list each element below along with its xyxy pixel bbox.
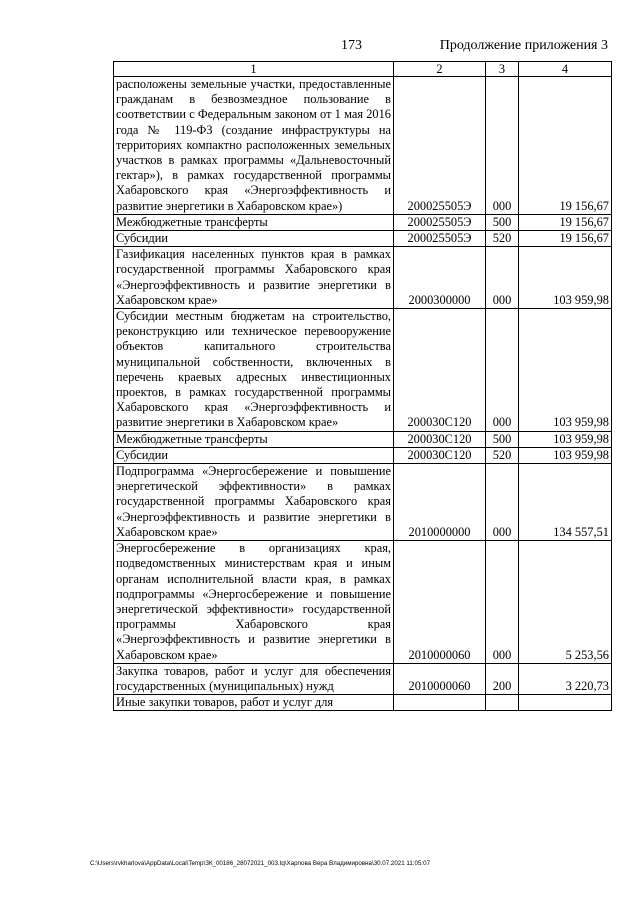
table-row [114, 77, 612, 215]
row-kvr: 000 [486, 541, 519, 664]
row-amount: 19 156,67 [519, 231, 612, 247]
continuation-label: Продолжение приложения 3 [439, 38, 608, 53]
row-amount: 103 959,98 [519, 431, 612, 447]
table-row [114, 247, 612, 309]
table-row [114, 663, 612, 694]
column-header-3: 3 [486, 62, 519, 77]
row-name: Энергосбережение в организациях края, подведомственных министерствам края и иным органам исполнительной власти края, в рамках подпрограммы «Энергосбережение и повышение энергетической эффективности» государственной программы Хабаровского края «Энергоэффективность и развитие энергетики в Хабаровском крае» [114, 541, 394, 664]
row-kvr: 500 [486, 431, 519, 447]
row-kvr: 500 [486, 214, 519, 230]
table-row [114, 464, 612, 541]
row-name: Подпрограмма «Энергосбережение и повышение энергетической эффективности» в рамках государственной программы Хабаровского края «Энергоэффективность и развитие энергетики в Хабаровском крае» [114, 464, 394, 541]
column-header-row [114, 62, 612, 77]
row-kvr: 000 [486, 464, 519, 541]
page-number: 173 [341, 38, 362, 53]
row-amount: 19 156,67 [519, 214, 612, 230]
column-header-4: 4 [519, 62, 612, 77]
row-amount: 103 959,98 [519, 309, 612, 432]
budget-table [113, 61, 612, 711]
row-name: Межбюджетные трансферты [114, 214, 394, 230]
row-amount: 3 220,73 [519, 663, 612, 694]
column-header-2: 2 [394, 62, 486, 77]
row-kvr: 000 [486, 247, 519, 309]
row-name: Иные закупки товаров, работ и услуг для [114, 695, 394, 711]
table-row [114, 231, 612, 247]
row-code: 200030С120 [394, 309, 486, 432]
table-row [114, 447, 612, 463]
row-amount: 103 959,98 [519, 247, 612, 309]
column-header-1: 1 [114, 62, 394, 77]
row-code: 200030С120 [394, 447, 486, 463]
row-amount: 134 557,51 [519, 464, 612, 541]
row-amount [519, 695, 612, 711]
row-code: 200030С120 [394, 431, 486, 447]
row-name: Субсидии [114, 231, 394, 247]
row-code: 2010000060 [394, 541, 486, 664]
table-row [114, 214, 612, 230]
row-code: 2010000060 [394, 663, 486, 694]
row-code [394, 695, 486, 711]
row-kvr: 520 [486, 447, 519, 463]
table-row [114, 695, 612, 711]
row-kvr: 000 [486, 77, 519, 215]
row-kvr [486, 695, 519, 711]
row-kvr: 000 [486, 309, 519, 432]
row-name: Газификация населенных пунктов края в рамках государственной программы Хабаровского края «Энергоэффективность и развитие энергетики в Хабаровском крае» [114, 247, 394, 309]
table-row [114, 309, 612, 432]
table-row [114, 541, 612, 664]
row-name: Субсидии местным бюджетам на строительство, реконструкцию или техническое перевооружение объектов капитального строительства муниципальной собственности, включенных в перечень краевых адресных инвестиционных проектов, в рамках государственной программы Хабаровского края «Энергоэффективность и развитие энергетики в Хабаровском крае» [114, 309, 394, 432]
row-code: 200025505Э [394, 214, 486, 230]
row-code: 200025505Э [394, 231, 486, 247]
row-code: 200025505Э [394, 77, 486, 215]
row-amount: 5 253,56 [519, 541, 612, 664]
row-name: Межбюджетные трансферты [114, 431, 394, 447]
footer-file-path: C:\Users\rvkharlova\AppData\Local\Temp\ЗК_00186_28072021_003.tq\Харлова Вера Владимировна\30.07.2021 11:05:07 [90, 860, 431, 867]
row-name: расположены земельные участки, предоставленные гражданам в безвозмездное пользование в соответствии с Федеральным законом от 1 мая 2016 года № 119-ФЗ (создание инфраструктуры на территориях компактно расположенных земельных участков в рамках программы «Дальневосточный гектар»), в рамках государственной программы Хабаровского края «Энергоэффективность и развитие энергетики в Хабаровском крае») [114, 77, 394, 215]
row-kvr: 200 [486, 663, 519, 694]
row-amount: 19 156,67 [519, 77, 612, 215]
row-kvr: 520 [486, 231, 519, 247]
row-amount: 103 959,98 [519, 447, 612, 463]
row-name: Закупка товаров, работ и услуг для обеспечения государственных (муниципальных) нужд [114, 663, 394, 694]
row-code: 2000300000 [394, 247, 486, 309]
row-code: 2010000000 [394, 464, 486, 541]
table-row [114, 431, 612, 447]
row-name: Субсидии [114, 447, 394, 463]
